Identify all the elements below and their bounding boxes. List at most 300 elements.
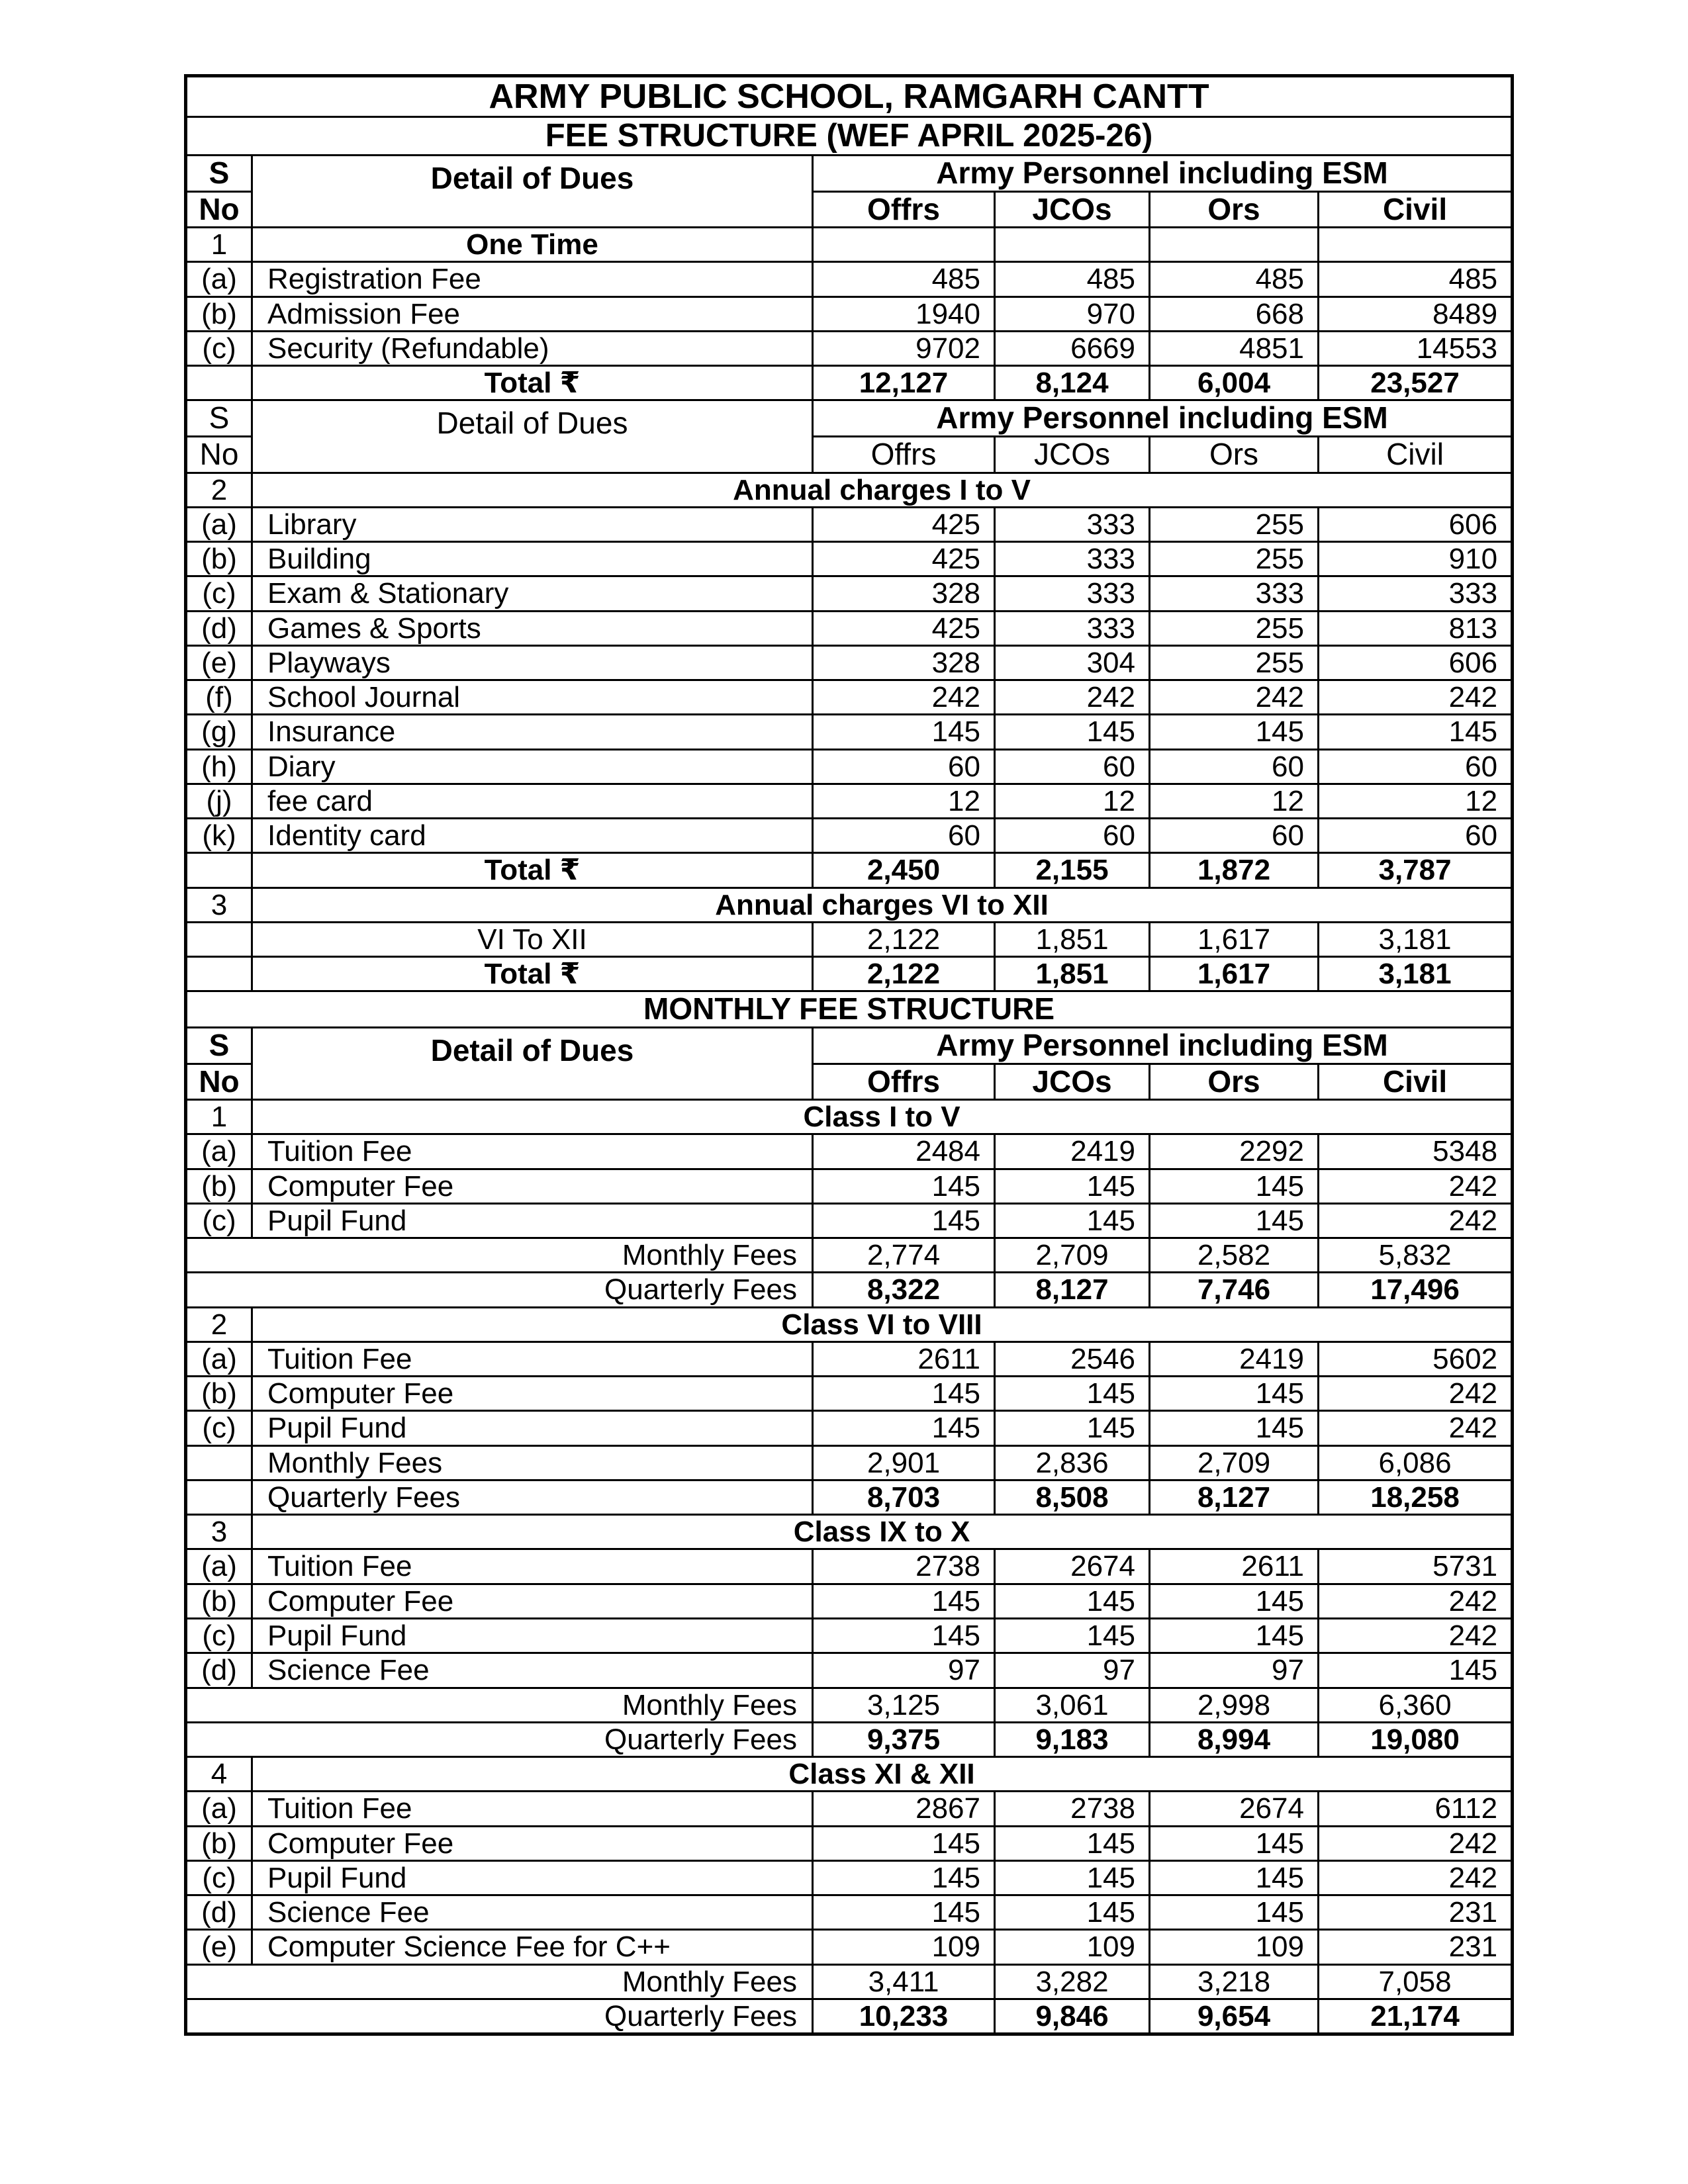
value-cell: 425 bbox=[813, 611, 995, 645]
summary-value-cell: 1,617 bbox=[1150, 922, 1319, 956]
table-row bbox=[186, 1688, 1513, 1722]
value-cell: 145 bbox=[1150, 715, 1319, 749]
value-cell: 12 bbox=[813, 784, 995, 818]
empty-cell bbox=[995, 228, 1150, 262]
summary-value-cell: 9,375 bbox=[813, 1722, 995, 1756]
value-cell: 145 bbox=[1319, 1653, 1513, 1688]
value-cell: 485 bbox=[813, 262, 995, 296]
value-cell: 242 bbox=[813, 680, 995, 715]
summary-value-cell: 3,282 bbox=[995, 1964, 1150, 1999]
sno-cell: (g) bbox=[186, 715, 252, 749]
value-cell: 5348 bbox=[1319, 1134, 1513, 1169]
value-cell: 242 bbox=[1319, 1203, 1513, 1238]
value-cell: 485 bbox=[1319, 262, 1513, 296]
value-cell: 145 bbox=[813, 1584, 995, 1618]
sno-cell: (e) bbox=[186, 1930, 252, 1964]
value-cell: 145 bbox=[1150, 1826, 1319, 1860]
table-row bbox=[186, 1203, 1513, 1238]
item-label: Exam & Stationary bbox=[252, 576, 813, 611]
summary-value-cell: 12,127 bbox=[813, 366, 995, 400]
value-cell: 145 bbox=[995, 1895, 1150, 1930]
section-label: Annual charges I to V bbox=[252, 473, 1513, 507]
table-row bbox=[186, 542, 1513, 576]
table-row bbox=[186, 1619, 1513, 1653]
table-row bbox=[186, 1238, 1513, 1273]
value-cell: 2674 bbox=[995, 1549, 1150, 1584]
table-row bbox=[186, 331, 1513, 365]
table-row bbox=[186, 1307, 1513, 1342]
section-label: Class I to V bbox=[252, 1100, 1513, 1134]
header-army-personnel-group: Army Personnel including ESM bbox=[813, 400, 1513, 437]
sno-cell: (b) bbox=[186, 296, 252, 331]
sno-cell: (a) bbox=[186, 1549, 252, 1584]
sno-cell bbox=[186, 1445, 252, 1480]
value-cell: 109 bbox=[1150, 1930, 1319, 1964]
value-cell: 145 bbox=[995, 715, 1150, 749]
header-no: No bbox=[186, 436, 252, 473]
header-no: No bbox=[186, 1064, 252, 1100]
item-label: Insurance bbox=[252, 715, 813, 749]
doc-title: ARMY PUBLIC SCHOOL, RAMGARH CANTT bbox=[186, 76, 1513, 117]
value-cell: 328 bbox=[813, 576, 995, 611]
sno-cell bbox=[186, 853, 252, 887]
header-detail-of-dues: Detail of Dues bbox=[252, 156, 813, 228]
summary-value-cell: 23,527 bbox=[1319, 366, 1513, 400]
value-cell: 2611 bbox=[1150, 1549, 1319, 1584]
header-col-jcos: JCOs bbox=[995, 191, 1150, 228]
table-row bbox=[186, 1826, 1513, 1860]
value-cell: 97 bbox=[995, 1653, 1150, 1688]
summary-value-cell: 1,851 bbox=[995, 922, 1150, 956]
sno-cell: (h) bbox=[186, 749, 252, 784]
value-cell: 2867 bbox=[813, 1792, 995, 1826]
summary-value-cell: 7,058 bbox=[1319, 1964, 1513, 1999]
sno-cell: (b) bbox=[186, 1826, 252, 1860]
sno-cell: (b) bbox=[186, 1169, 252, 1203]
summary-value-cell: 8,124 bbox=[995, 366, 1150, 400]
value-cell: 668 bbox=[1150, 296, 1319, 331]
item-label: Security (Refundable) bbox=[252, 331, 813, 365]
value-cell: 145 bbox=[995, 1860, 1150, 1895]
summary-value-cell: 8,508 bbox=[995, 1480, 1150, 1514]
value-cell: 145 bbox=[813, 715, 995, 749]
sno-cell: (c) bbox=[186, 576, 252, 611]
table-row bbox=[186, 473, 1513, 507]
table-row bbox=[186, 1792, 1513, 1826]
value-cell: 145 bbox=[995, 1619, 1150, 1653]
value-cell: 255 bbox=[1150, 645, 1319, 680]
value-cell: 145 bbox=[995, 1169, 1150, 1203]
table-row bbox=[186, 1411, 1513, 1445]
value-cell: 2674 bbox=[1150, 1792, 1319, 1826]
item-label: Playways bbox=[252, 645, 813, 680]
header-no: No bbox=[186, 191, 252, 228]
sno-cell: (b) bbox=[186, 1377, 252, 1411]
sno-cell: 1 bbox=[186, 228, 252, 262]
table-row bbox=[186, 1964, 1513, 1999]
sno-cell: (d) bbox=[186, 1653, 252, 1688]
sno-cell: 2 bbox=[186, 1307, 252, 1342]
value-cell: 145 bbox=[1150, 1377, 1319, 1411]
item-label: Pupil Fund bbox=[252, 1411, 813, 1445]
summary-value-cell: 8,703 bbox=[813, 1480, 995, 1514]
item-label: Building bbox=[252, 542, 813, 576]
value-cell: 97 bbox=[1150, 1653, 1319, 1688]
fee-table bbox=[184, 74, 1514, 2036]
value-cell: 255 bbox=[1150, 507, 1319, 541]
value-cell: 145 bbox=[995, 1377, 1150, 1411]
value-cell: 145 bbox=[1150, 1860, 1319, 1895]
table-row bbox=[186, 819, 1513, 853]
value-cell: 333 bbox=[995, 576, 1150, 611]
header-col-ors: Ors bbox=[1150, 191, 1319, 228]
table-row bbox=[186, 680, 1513, 715]
summary-value-cell: 2,901 bbox=[813, 1445, 995, 1480]
value-cell: 60 bbox=[1150, 749, 1319, 784]
value-cell: 2738 bbox=[813, 1549, 995, 1584]
header-s: S bbox=[186, 1028, 252, 1064]
table-row bbox=[186, 1515, 1513, 1549]
table-row bbox=[186, 576, 1513, 611]
table-row bbox=[186, 1722, 1513, 1756]
summary-label: Total ₹ bbox=[252, 957, 813, 991]
summary-value-cell: 19,080 bbox=[1319, 1722, 1513, 1756]
sno-cell: (d) bbox=[186, 611, 252, 645]
value-cell: 12 bbox=[995, 784, 1150, 818]
summary-value-cell: 6,360 bbox=[1319, 1688, 1513, 1722]
summary-value-cell: 2,998 bbox=[1150, 1688, 1319, 1722]
value-cell: 304 bbox=[995, 645, 1150, 680]
value-cell: 813 bbox=[1319, 611, 1513, 645]
value-cell: 145 bbox=[1150, 1169, 1319, 1203]
header-col-ors: Ors bbox=[1150, 1064, 1319, 1100]
table-row bbox=[186, 1100, 1513, 1134]
table-row bbox=[186, 1273, 1513, 1307]
summary-value-cell: 1,872 bbox=[1150, 853, 1319, 887]
section-label: Class IX to X bbox=[252, 1515, 1513, 1549]
summary-value-cell: 2,450 bbox=[813, 853, 995, 887]
sno-cell: (a) bbox=[186, 262, 252, 296]
table-row bbox=[186, 784, 1513, 818]
summary-value-cell: 8,994 bbox=[1150, 1722, 1319, 1756]
section-label: Annual charges VI to XII bbox=[252, 887, 1513, 922]
value-cell: 60 bbox=[813, 819, 995, 853]
empty-cell bbox=[1150, 228, 1319, 262]
value-cell: 242 bbox=[1319, 1826, 1513, 1860]
summary-value-cell: 3,218 bbox=[1150, 1964, 1319, 1999]
summary-value-cell: 9,846 bbox=[995, 1999, 1150, 2034]
table-row bbox=[186, 400, 1513, 437]
header-col-ors: Ors bbox=[1150, 436, 1319, 473]
summary-value-cell: 3,181 bbox=[1319, 957, 1513, 991]
value-cell: 333 bbox=[1150, 576, 1319, 611]
value-cell: 970 bbox=[995, 296, 1150, 331]
value-cell: 109 bbox=[995, 1930, 1150, 1964]
table-row bbox=[186, 922, 1513, 956]
summary-label: Monthly Fees bbox=[186, 1238, 813, 1273]
section-banner: MONTHLY FEE STRUCTURE bbox=[186, 991, 1513, 1028]
value-cell: 14553 bbox=[1319, 331, 1513, 365]
empty-cell bbox=[813, 228, 995, 262]
item-label: School Journal bbox=[252, 680, 813, 715]
sno-cell: (a) bbox=[186, 1134, 252, 1169]
value-cell: 242 bbox=[1319, 1860, 1513, 1895]
summary-value-cell: 2,709 bbox=[1150, 1445, 1319, 1480]
header-army-personnel-group: Army Personnel including ESM bbox=[813, 156, 1513, 192]
value-cell: 2419 bbox=[995, 1134, 1150, 1169]
header-s: S bbox=[186, 400, 252, 437]
value-cell: 145 bbox=[813, 1895, 995, 1930]
table-row bbox=[186, 1445, 1513, 1480]
item-label: Pupil Fund bbox=[252, 1619, 813, 1653]
value-cell: 8489 bbox=[1319, 296, 1513, 331]
value-cell: 425 bbox=[813, 542, 995, 576]
header-detail-of-dues: Detail of Dues bbox=[252, 1028, 813, 1100]
sno-cell bbox=[186, 1480, 252, 1514]
item-label: Diary bbox=[252, 749, 813, 784]
value-cell: 242 bbox=[1150, 680, 1319, 715]
table-row bbox=[186, 1584, 1513, 1618]
header-col-jcos: JCOs bbox=[995, 1064, 1150, 1100]
value-cell: 2611 bbox=[813, 1342, 995, 1376]
value-cell: 910 bbox=[1319, 542, 1513, 576]
summary-label: Total ₹ bbox=[252, 853, 813, 887]
summary-label: Total ₹ bbox=[252, 366, 813, 400]
table-row bbox=[186, 1895, 1513, 1930]
sno-cell: (a) bbox=[186, 1792, 252, 1826]
sno-cell: (a) bbox=[186, 507, 252, 541]
sno-cell: (c) bbox=[186, 1411, 252, 1445]
sno-cell: 2 bbox=[186, 473, 252, 507]
value-cell: 231 bbox=[1319, 1930, 1513, 1964]
value-cell: 1940 bbox=[813, 296, 995, 331]
header-col-jcos: JCOs bbox=[995, 436, 1150, 473]
sno-cell: 3 bbox=[186, 887, 252, 922]
summary-value-cell: 9,183 bbox=[995, 1722, 1150, 1756]
table-row bbox=[186, 1134, 1513, 1169]
table-row bbox=[186, 262, 1513, 296]
summary-value-cell: 2,582 bbox=[1150, 1238, 1319, 1273]
section-label: One Time bbox=[252, 228, 813, 262]
empty-cell bbox=[1319, 228, 1513, 262]
value-cell: 97 bbox=[813, 1653, 995, 1688]
summary-value-cell: 1,617 bbox=[1150, 957, 1319, 991]
sno-cell: (c) bbox=[186, 1203, 252, 1238]
item-label: Tuition Fee bbox=[252, 1549, 813, 1584]
summary-label: Monthly Fees bbox=[186, 1964, 813, 1999]
value-cell: 60 bbox=[1319, 749, 1513, 784]
value-cell: 255 bbox=[1150, 542, 1319, 576]
summary-value-cell: 8,322 bbox=[813, 1273, 995, 1307]
item-label: Computer Fee bbox=[252, 1169, 813, 1203]
table-row bbox=[186, 228, 1513, 262]
summary-label: Monthly Fees bbox=[186, 1688, 813, 1722]
table-row bbox=[186, 749, 1513, 784]
value-cell: 255 bbox=[1150, 611, 1319, 645]
value-cell: 485 bbox=[1150, 262, 1319, 296]
value-cell: 242 bbox=[995, 680, 1150, 715]
table-row bbox=[186, 1999, 1513, 2034]
sno-cell: (c) bbox=[186, 1860, 252, 1895]
table-row bbox=[186, 957, 1513, 991]
value-cell: 5731 bbox=[1319, 1549, 1513, 1584]
header-army-personnel-group: Army Personnel including ESM bbox=[813, 1028, 1513, 1064]
value-cell: 145 bbox=[813, 1203, 995, 1238]
item-label: Identity card bbox=[252, 819, 813, 853]
table-row bbox=[186, 156, 1513, 192]
summary-value-cell: 8,127 bbox=[1150, 1480, 1319, 1514]
summary-value-cell: 2,836 bbox=[995, 1445, 1150, 1480]
fee-structure-sheet bbox=[184, 74, 1511, 2036]
table-row bbox=[186, 1377, 1513, 1411]
summary-value-cell: 2,155 bbox=[995, 853, 1150, 887]
summary-label: Quarterly Fees bbox=[186, 1999, 813, 2034]
summary-value-cell: 7,746 bbox=[1150, 1273, 1319, 1307]
summary-value-cell: 6,086 bbox=[1319, 1445, 1513, 1480]
section-label: Class VI to VIII bbox=[252, 1307, 1513, 1342]
summary-value-cell: 9,654 bbox=[1150, 1999, 1319, 2034]
table-row bbox=[186, 1860, 1513, 1895]
table-row bbox=[186, 1480, 1513, 1514]
table-row bbox=[186, 1757, 1513, 1792]
value-cell: 145 bbox=[995, 1411, 1150, 1445]
table-row bbox=[186, 117, 1513, 156]
item-label: Computer Fee bbox=[252, 1826, 813, 1860]
table-row bbox=[186, 1028, 1513, 1064]
item-label: Registration Fee bbox=[252, 262, 813, 296]
value-cell: 60 bbox=[995, 819, 1150, 853]
summary-value-cell: 1,851 bbox=[995, 957, 1150, 991]
summary-value-cell: 18,258 bbox=[1319, 1480, 1513, 1514]
sno-cell: (d) bbox=[186, 1895, 252, 1930]
value-cell: 145 bbox=[995, 1584, 1150, 1618]
item-label: Science Fee bbox=[252, 1895, 813, 1930]
value-cell: 145 bbox=[1150, 1411, 1319, 1445]
sno-cell bbox=[186, 957, 252, 991]
header-col-offrs: Offrs bbox=[813, 436, 995, 473]
summary-value-cell: 8,127 bbox=[995, 1273, 1150, 1307]
header-col-offrs: Offrs bbox=[813, 191, 995, 228]
summary-label: Monthly Fees bbox=[252, 1445, 813, 1480]
value-cell: 242 bbox=[1319, 680, 1513, 715]
sno-cell: (c) bbox=[186, 331, 252, 365]
value-cell: 242 bbox=[1319, 1169, 1513, 1203]
value-cell: 5602 bbox=[1319, 1342, 1513, 1376]
summary-value-cell: 2,709 bbox=[995, 1238, 1150, 1273]
item-label: Computer Fee bbox=[252, 1377, 813, 1411]
summary-value-cell: 2,774 bbox=[813, 1238, 995, 1273]
sno-cell: (j) bbox=[186, 784, 252, 818]
item-label: fee card bbox=[252, 784, 813, 818]
value-cell: 2738 bbox=[995, 1792, 1150, 1826]
sno-cell: (c) bbox=[186, 1619, 252, 1653]
table-row bbox=[186, 853, 1513, 887]
table-row bbox=[186, 1653, 1513, 1688]
fee-table-body bbox=[186, 76, 1513, 2034]
sno-cell: (f) bbox=[186, 680, 252, 715]
value-cell: 145 bbox=[1150, 1203, 1319, 1238]
header-col-civil: Civil bbox=[1319, 191, 1513, 228]
value-cell: 425 bbox=[813, 507, 995, 541]
summary-value-cell: 3,181 bbox=[1319, 922, 1513, 956]
table-row bbox=[186, 611, 1513, 645]
value-cell: 145 bbox=[813, 1860, 995, 1895]
sno-cell: (b) bbox=[186, 542, 252, 576]
summary-value-cell: 5,832 bbox=[1319, 1238, 1513, 1273]
table-row bbox=[186, 296, 1513, 331]
summary-value-cell: 2,122 bbox=[813, 922, 995, 956]
value-cell: 145 bbox=[813, 1619, 995, 1653]
table-row bbox=[186, 1930, 1513, 1964]
value-cell: 2292 bbox=[1150, 1134, 1319, 1169]
sno-cell: 3 bbox=[186, 1515, 252, 1549]
value-cell: 242 bbox=[1319, 1411, 1513, 1445]
doc-subtitle: FEE STRUCTURE (WEF APRIL 2025-26) bbox=[186, 117, 1513, 156]
value-cell: 145 bbox=[813, 1826, 995, 1860]
table-row bbox=[186, 76, 1513, 117]
summary-value-cell: 6,004 bbox=[1150, 366, 1319, 400]
summary-value-cell: 2,122 bbox=[813, 957, 995, 991]
section-label: Class XI & XII bbox=[252, 1757, 1513, 1792]
value-cell: 242 bbox=[1319, 1377, 1513, 1411]
item-label: Computer Science Fee for C++ bbox=[252, 1930, 813, 1964]
value-cell: 145 bbox=[995, 1826, 1150, 1860]
value-cell: 2546 bbox=[995, 1342, 1150, 1376]
value-cell: 2484 bbox=[813, 1134, 995, 1169]
value-cell: 60 bbox=[813, 749, 995, 784]
sno-cell: 1 bbox=[186, 1100, 252, 1134]
summary-label: Quarterly Fees bbox=[186, 1722, 813, 1756]
table-row bbox=[186, 645, 1513, 680]
table-row bbox=[186, 1549, 1513, 1584]
value-cell: 485 bbox=[995, 262, 1150, 296]
table-row bbox=[186, 1342, 1513, 1376]
value-cell: 333 bbox=[1319, 576, 1513, 611]
sno-cell: (b) bbox=[186, 1584, 252, 1618]
item-label: Science Fee bbox=[252, 1653, 813, 1688]
sno-cell bbox=[186, 922, 252, 956]
item-label: Games & Sports bbox=[252, 611, 813, 645]
value-cell: 606 bbox=[1319, 507, 1513, 541]
value-cell: 9702 bbox=[813, 331, 995, 365]
value-cell: 242 bbox=[1319, 1619, 1513, 1653]
table-row bbox=[186, 366, 1513, 400]
header-detail-of-dues: Detail of Dues bbox=[252, 400, 813, 473]
sno-cell: 4 bbox=[186, 1757, 252, 1792]
item-label: Library bbox=[252, 507, 813, 541]
summary-value-cell: 10,233 bbox=[813, 1999, 995, 2034]
item-label: Admission Fee bbox=[252, 296, 813, 331]
value-cell: 60 bbox=[995, 749, 1150, 784]
sno-cell: (e) bbox=[186, 645, 252, 680]
value-cell: 145 bbox=[1150, 1619, 1319, 1653]
table-row bbox=[186, 715, 1513, 749]
table-row bbox=[186, 507, 1513, 541]
value-cell: 145 bbox=[1150, 1584, 1319, 1618]
item-label: Tuition Fee bbox=[252, 1342, 813, 1376]
sno-cell: (k) bbox=[186, 819, 252, 853]
value-cell: 4851 bbox=[1150, 331, 1319, 365]
table-row bbox=[186, 991, 1513, 1028]
value-cell: 333 bbox=[995, 507, 1150, 541]
summary-value-cell: 3,411 bbox=[813, 1964, 995, 1999]
table-row bbox=[186, 1169, 1513, 1203]
value-cell: 109 bbox=[813, 1930, 995, 1964]
summary-label: Quarterly Fees bbox=[252, 1480, 813, 1514]
sno-cell: (a) bbox=[186, 1342, 252, 1376]
value-cell: 12 bbox=[1319, 784, 1513, 818]
value-cell: 328 bbox=[813, 645, 995, 680]
